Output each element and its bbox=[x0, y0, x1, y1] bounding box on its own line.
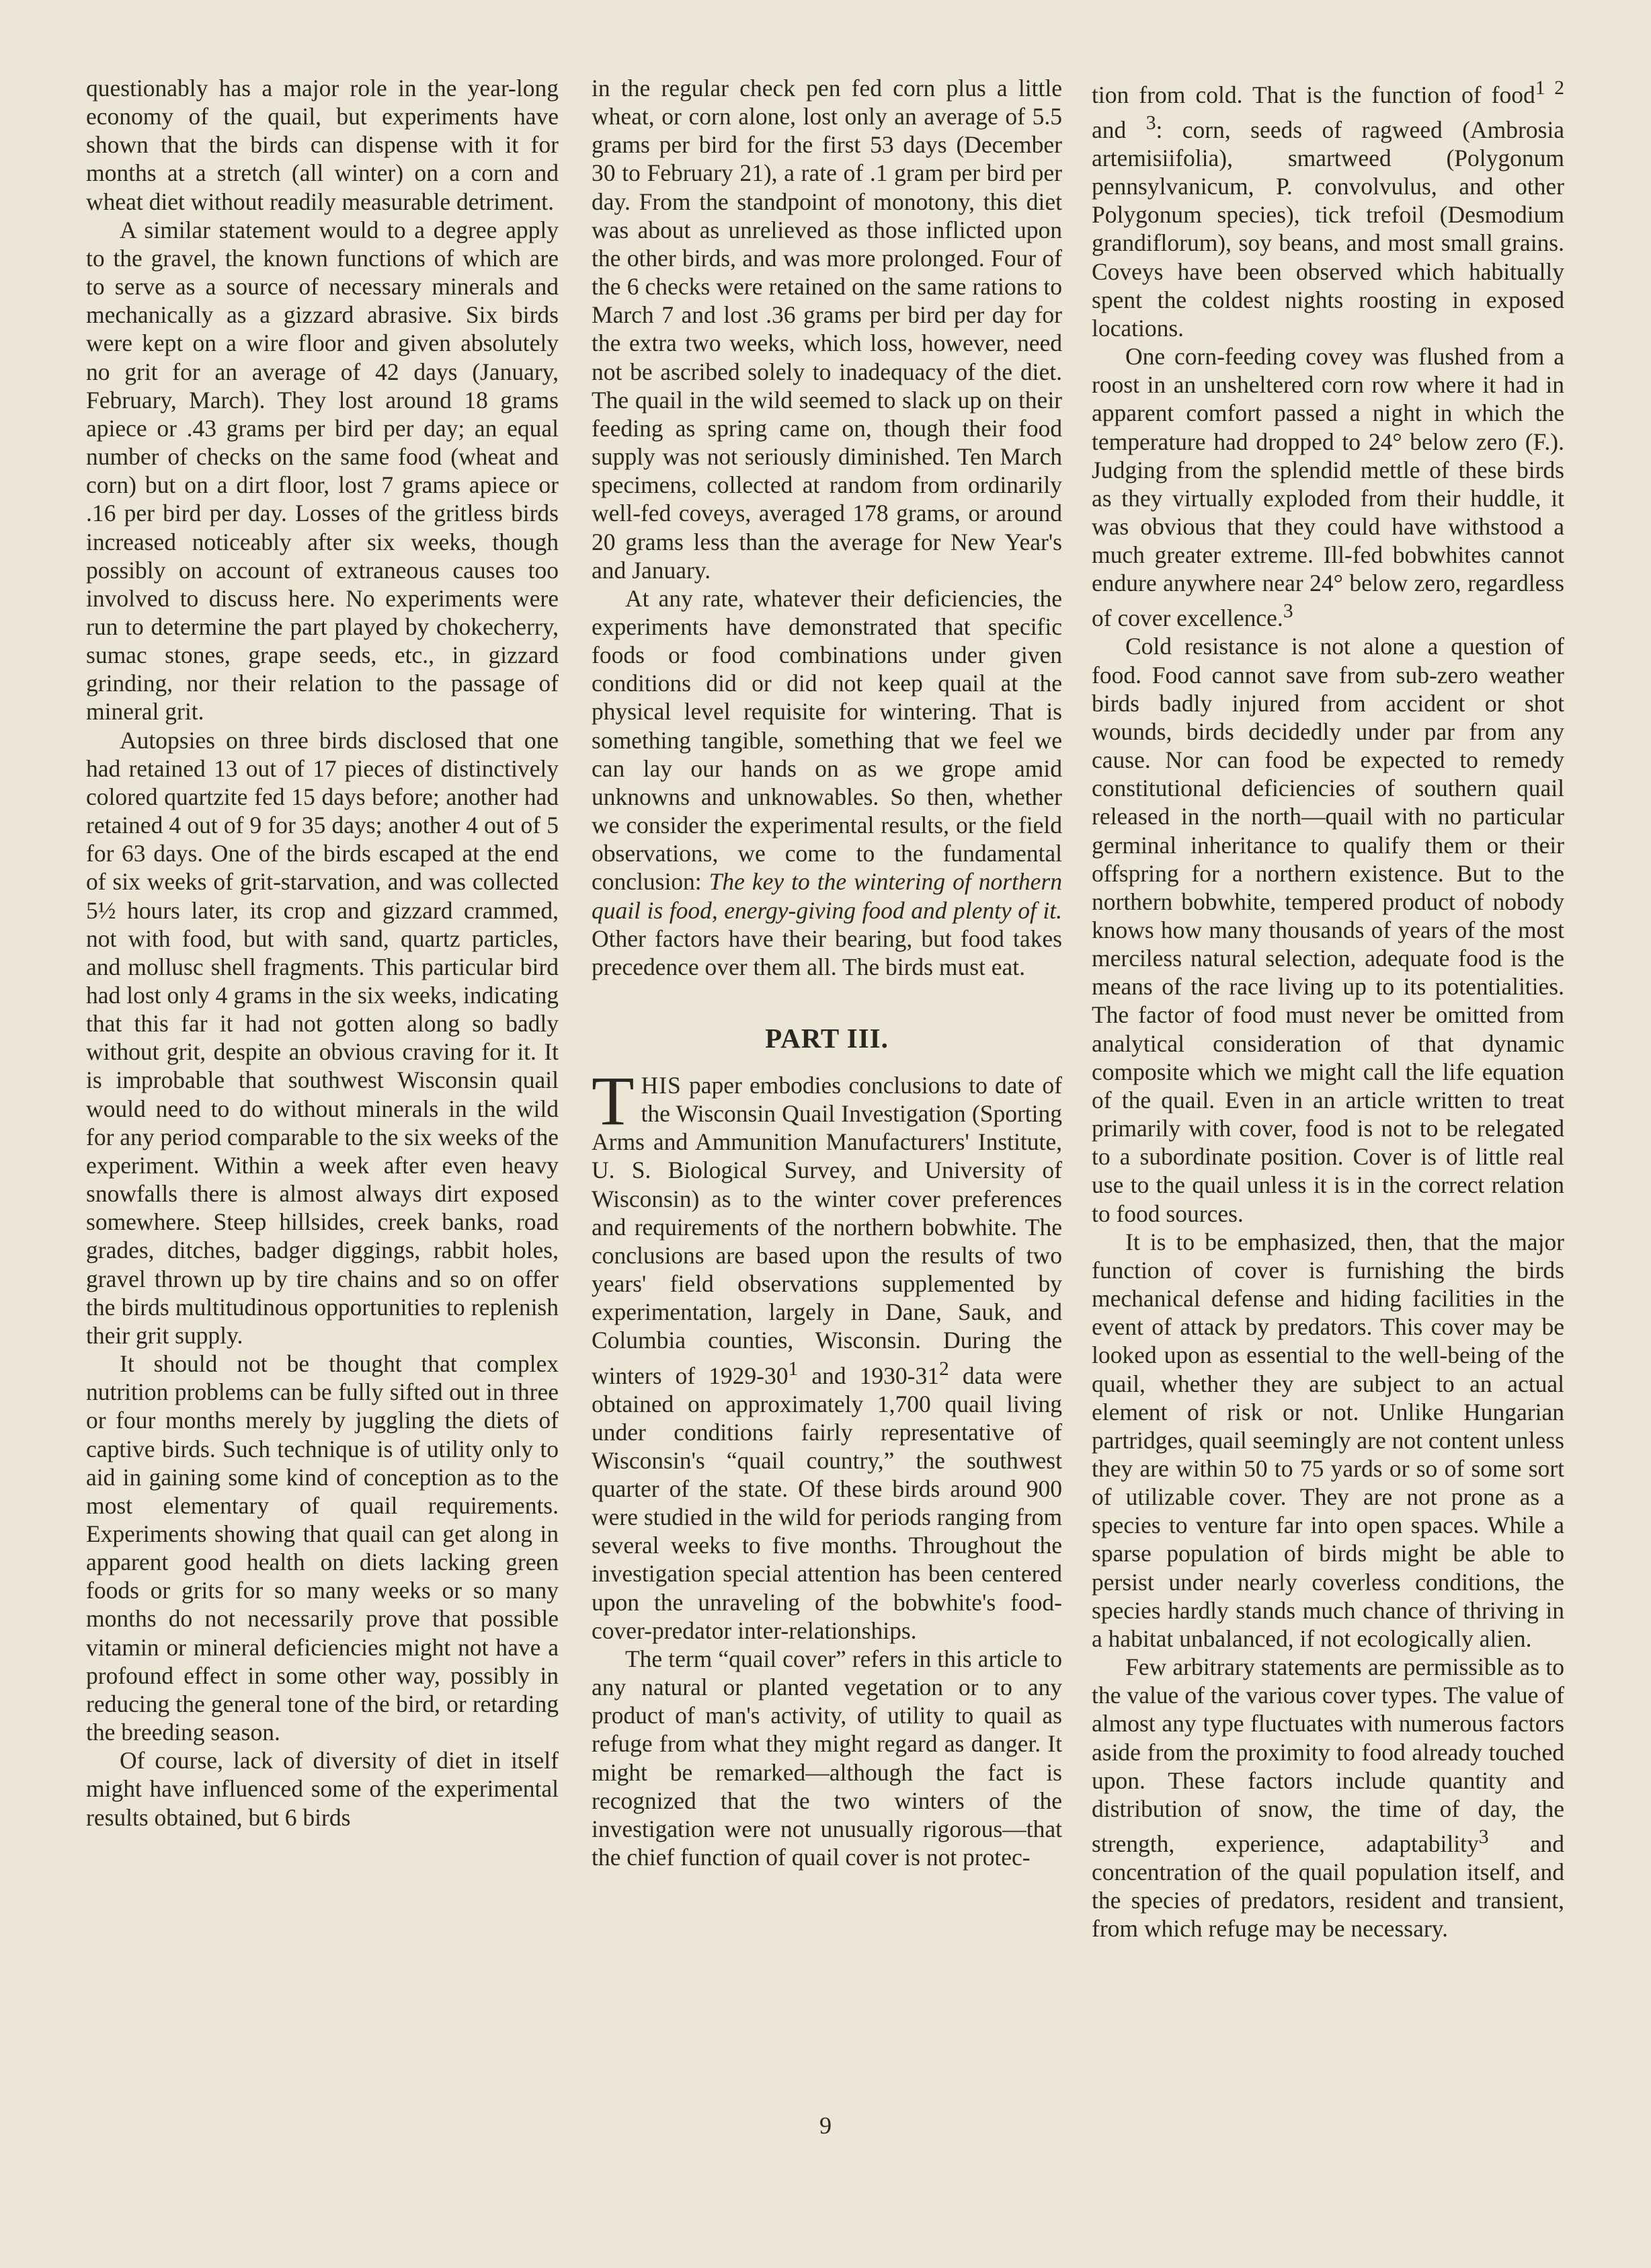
paragraph: It is to be emphasized, then, that the major function of cover is furnishing the birds mechanical defense and hiding facilities in the event of attack by predators. This cover may be looked upon as essential to the well-being of the quail, whether they are subject to an actual element of risk or not. Unlike Hungarian partridges, quail seemingly are not content unless they are within 50 to 75 yards or so of some sort of utilizable cover. They are not prone as a species to venture far into open spaces. While a sparse population of birds might be able to persist under nearly coverless conditions, the species hardly stands much chance of thriving in a habitat unbalanced, if not ecologically alien. bbox=[1092, 1228, 1564, 1652]
text-run: Few arbitrary statements are permissible as to the value of the various cover types. The value of almost any type fluctuates with numerous factors aside from the proximity to food already touched upon. These factors include quantity and distribution of snow, the time of day, the strength, experience, adaptability bbox=[1092, 1653, 1564, 1857]
text-run: tion from cold. That is the function of food bbox=[1092, 81, 1535, 108]
footnote-ref: 1 2 bbox=[1535, 77, 1564, 99]
paragraph bbox=[1092, 342, 1564, 632]
paragraph: It should not be thought that complex nutrition problems can be fully sifted out in three or four months merely by juggling the diets of captive birds. Such technique is of utility only to aid in gaining some kind of conception as to the most elementary of quail requirements. Experiments showing that quail can get along in apparent good health on diets lacking green foods or grits for so many weeks or so many months do not necessarily prove that possible vitamin or mineral deficiencies might not have a profound effect in some other way, possibly in reducing the general tone of the bird, or retarding the breeding season. bbox=[86, 1350, 559, 1746]
paragraph: in the regular check pen fed corn plus a little wheat, or corn alone, lost only an average of 5.5 grams per bird for the first 53 days (December 30 to February 21), a rate of .1 gram per bird per day. From the standpoint of monotony, this diet was about as unrelieved as those inflicted upon the other birds, and was more prolonged. Four of the 6 checks were retained on the same rations to March 7 and lost .36 grams per bird per day for the extra two weeks, which loss, however, need not be ascribed solely to inadequacy of the diet. The quail in the wild seemed to slack up on their feeding as spring came on, though their food supply was not seriously diminished. Ten March specimens, collected at random from ordinarily well-fed coveys, averaged 178 grams, or around 20 grams less than the average for New Year's and January. bbox=[592, 75, 1062, 584]
paragraph bbox=[592, 584, 1062, 981]
paragraph: Cold resistance is not alone a question of food. Food cannot save from sub-zero weather birds badly injured from accident or shot wounds, birds decidedly under par from any cause. Nor can food be expected to remedy constitutional deficiencies of southern quail released in the north—quail with no particular germinal inheritance to qualify them or their offspring for a northern existence. But to the northern bobwhite, tempered product of nobody knows how many thousands of years of the most merciless natural selection, adequate food is the means of the race living up to its potentialities. The factor of food must never be omitted from analytical consideration of that dynamic composite which we might call the life equation of the quail. Even in an article written to treat primarily with cover, food is not to be relegated to a subordinate position. Cover is of little real use to the quail unless it is in the correct relation to food sources. bbox=[1092, 633, 1564, 1227]
text-run: : corn, seeds of ragweed (Ambrosia artemisiifolia), smartweed (Polygonum pennsylvanicum, P. convolvulus, and other Polygonum species), tick trefoil (Desmodium grandiflorum), soy beans, and most small grains. Coveys have been observed which habitually spent the coldest nights roosting in exposed locations. bbox=[1092, 116, 1565, 342]
text-run: One corn-feeding covey was flushed from a roost in an unsheltered corn row where it had in apparent comfort passed a night in which the temperature had dropped to 24° below zero (F.). Judging from the splendid mettle of these birds as they virtually exploded from their huddle, it was obvious that they could have withstood a much greater extreme. Ill-fed bobwhites cannot endure anywhere near 24° below zero, regardless of cover excellence. bbox=[1092, 343, 1564, 632]
text-run: Other factors have their bearing, but food takes precedence over them all. The birds must eat. bbox=[592, 925, 1062, 980]
paragraph: questionably has a major role in the year-long economy of the quail, but experiments have shown that the birds can dispense with it for months at a stretch (all winter) on a corn and wheat diet without readily measurable detriment. bbox=[86, 75, 559, 215]
key-conclusion: The key to the wintering of northern quail is food, energy-giving food and plenty of it. bbox=[592, 868, 1062, 924]
drop-cap: T bbox=[592, 1062, 635, 1140]
paragraph: A similar statement would to a degree apply to the gravel, the known functions of which are to serve as a source of necessary minerals and mechanically as a gizzard abrasive. Six birds were kept on a wire floor and given absolutely no grit for an average of 42 days (January, February, March). They lost around 18 grams apiece or .43 grams per bird per day; an equal number of checks on the same food (wheat and corn) but on a dirt floor, lost 7 grams apiece or .16 per bird per day. Losses of the gritless birds increased noticeably after six weeks, though possibly on account of extraneous causes too involved to discuss here. No experiments were run to determine the part played by chokecherry, sumac stones, grape seeds, etc., in gizzard grinding, nor their relation to the passage of mineral grit. bbox=[86, 216, 559, 726]
paragraph bbox=[1092, 74, 1564, 342]
text-run: and bbox=[1092, 116, 1146, 143]
text-column-right bbox=[1092, 74, 1564, 1943]
footnote-ref: 3 bbox=[1478, 1826, 1489, 1848]
footnote-ref: 3 bbox=[1145, 112, 1156, 134]
page-number: 9 bbox=[819, 2112, 832, 2139]
footnote-ref: 1 bbox=[788, 1358, 799, 1380]
paragraph bbox=[1092, 1653, 1564, 1943]
text-run: data were obtained on approximately 1,700 quail living under conditions fairly representative of Wisconsin's “quail country,” the southwest quarter of the state. Of these birds around 900 were studied in the wild for periods ranging from several weeks to five months. Throughout the investigation special attention has been centered upon the unraveling of the bobwhite's food-cover-predator inter-relationships. bbox=[592, 1362, 1062, 1644]
text-run: paper embodies conclusions to date of the Wisconsin Quail Investigation (Sporting Arms and Ammunition Manufacturers' Institute, U. S. Biological Survey, and University of Wisconsin) as to the winter cover preferences and requirements of the northern bobwhite. The conclusions are based upon the results of two years' field observations supplemented by experimentation, largely in Dane, Sauk, and Columbia counties, Wisconsin. During the winters of 1929-30 bbox=[592, 1072, 1062, 1389]
footnote-ref: 2 bbox=[938, 1358, 949, 1380]
text-run: and 1930-31 bbox=[798, 1362, 939, 1389]
paragraph bbox=[592, 1062, 1062, 1645]
text-column-middle bbox=[592, 74, 1062, 1871]
text-column-left bbox=[86, 74, 559, 1832]
section-heading: PART III. bbox=[765, 1023, 889, 1054]
text-run: and concentration of the quail population itself, and the species of predators, resident and transient, from which refuge may be necessary. bbox=[1092, 1830, 1564, 1943]
paragraph: The term “quail cover” refers in this article to any natural or planted vegetation or to any product of man's activity, of utility to quail as refuge from what they might regard as danger. It might be remarked—although the fact is recognized that the two winters of the investigation were not unusually rigorous—that the chief function of quail cover is not protec- bbox=[592, 1645, 1062, 1871]
paragraph: Of course, lack of diversity of diet in itself might have influenced some of the experimental results obtained, but 6 birds bbox=[86, 1747, 559, 1831]
lead-in: HIS bbox=[641, 1072, 682, 1099]
paragraph: Autopsies on three birds disclosed that one had retained 13 out of 17 pieces of distinctively colored quartzite fed 15 days before; another had retained 4 out of 9 for 35 days; another 4 out of 5 for 63 days. One of the birds escaped at the end of six weeks of grit-starvation, and was collected 5½ hours later, its crop and gizzard crammed, not with food, but with sand, quartz particles, and mollusc shell fragments. This particular bird had lost only 4 grams in the six weeks, indicating that this far it had not gotten along so badly without grit, despite an obvious craving for it. It is improbable that southwest Wisconsin quail would need to do without minerals in the wild for any period comparable to the six weeks of the experiment. Within a week after even heavy snowfalls there is almost always dirt exposed somewhere. Steep hillsides, creek banks, road grades, ditches, badger diggings, rabbit holes, gravel thrown up by tire chains and so on offer the birds multitudinous opportunities to replenish their grit supply. bbox=[86, 726, 559, 1349]
footnote-ref: 3 bbox=[1283, 600, 1293, 623]
text-run: At any rate, whatever their deficiencies, the experiments have demonstrated that specific foods or food combinations under given conditions did or did not keep quail at the physical level requisite for wintering. That is something tangible, something that we feel we can lay our hands on as we grope amid unknowns and unknowables. So then, whether we consider the experimental results, or the field observations, we come to the fundamental conclusion: bbox=[592, 584, 1062, 896]
